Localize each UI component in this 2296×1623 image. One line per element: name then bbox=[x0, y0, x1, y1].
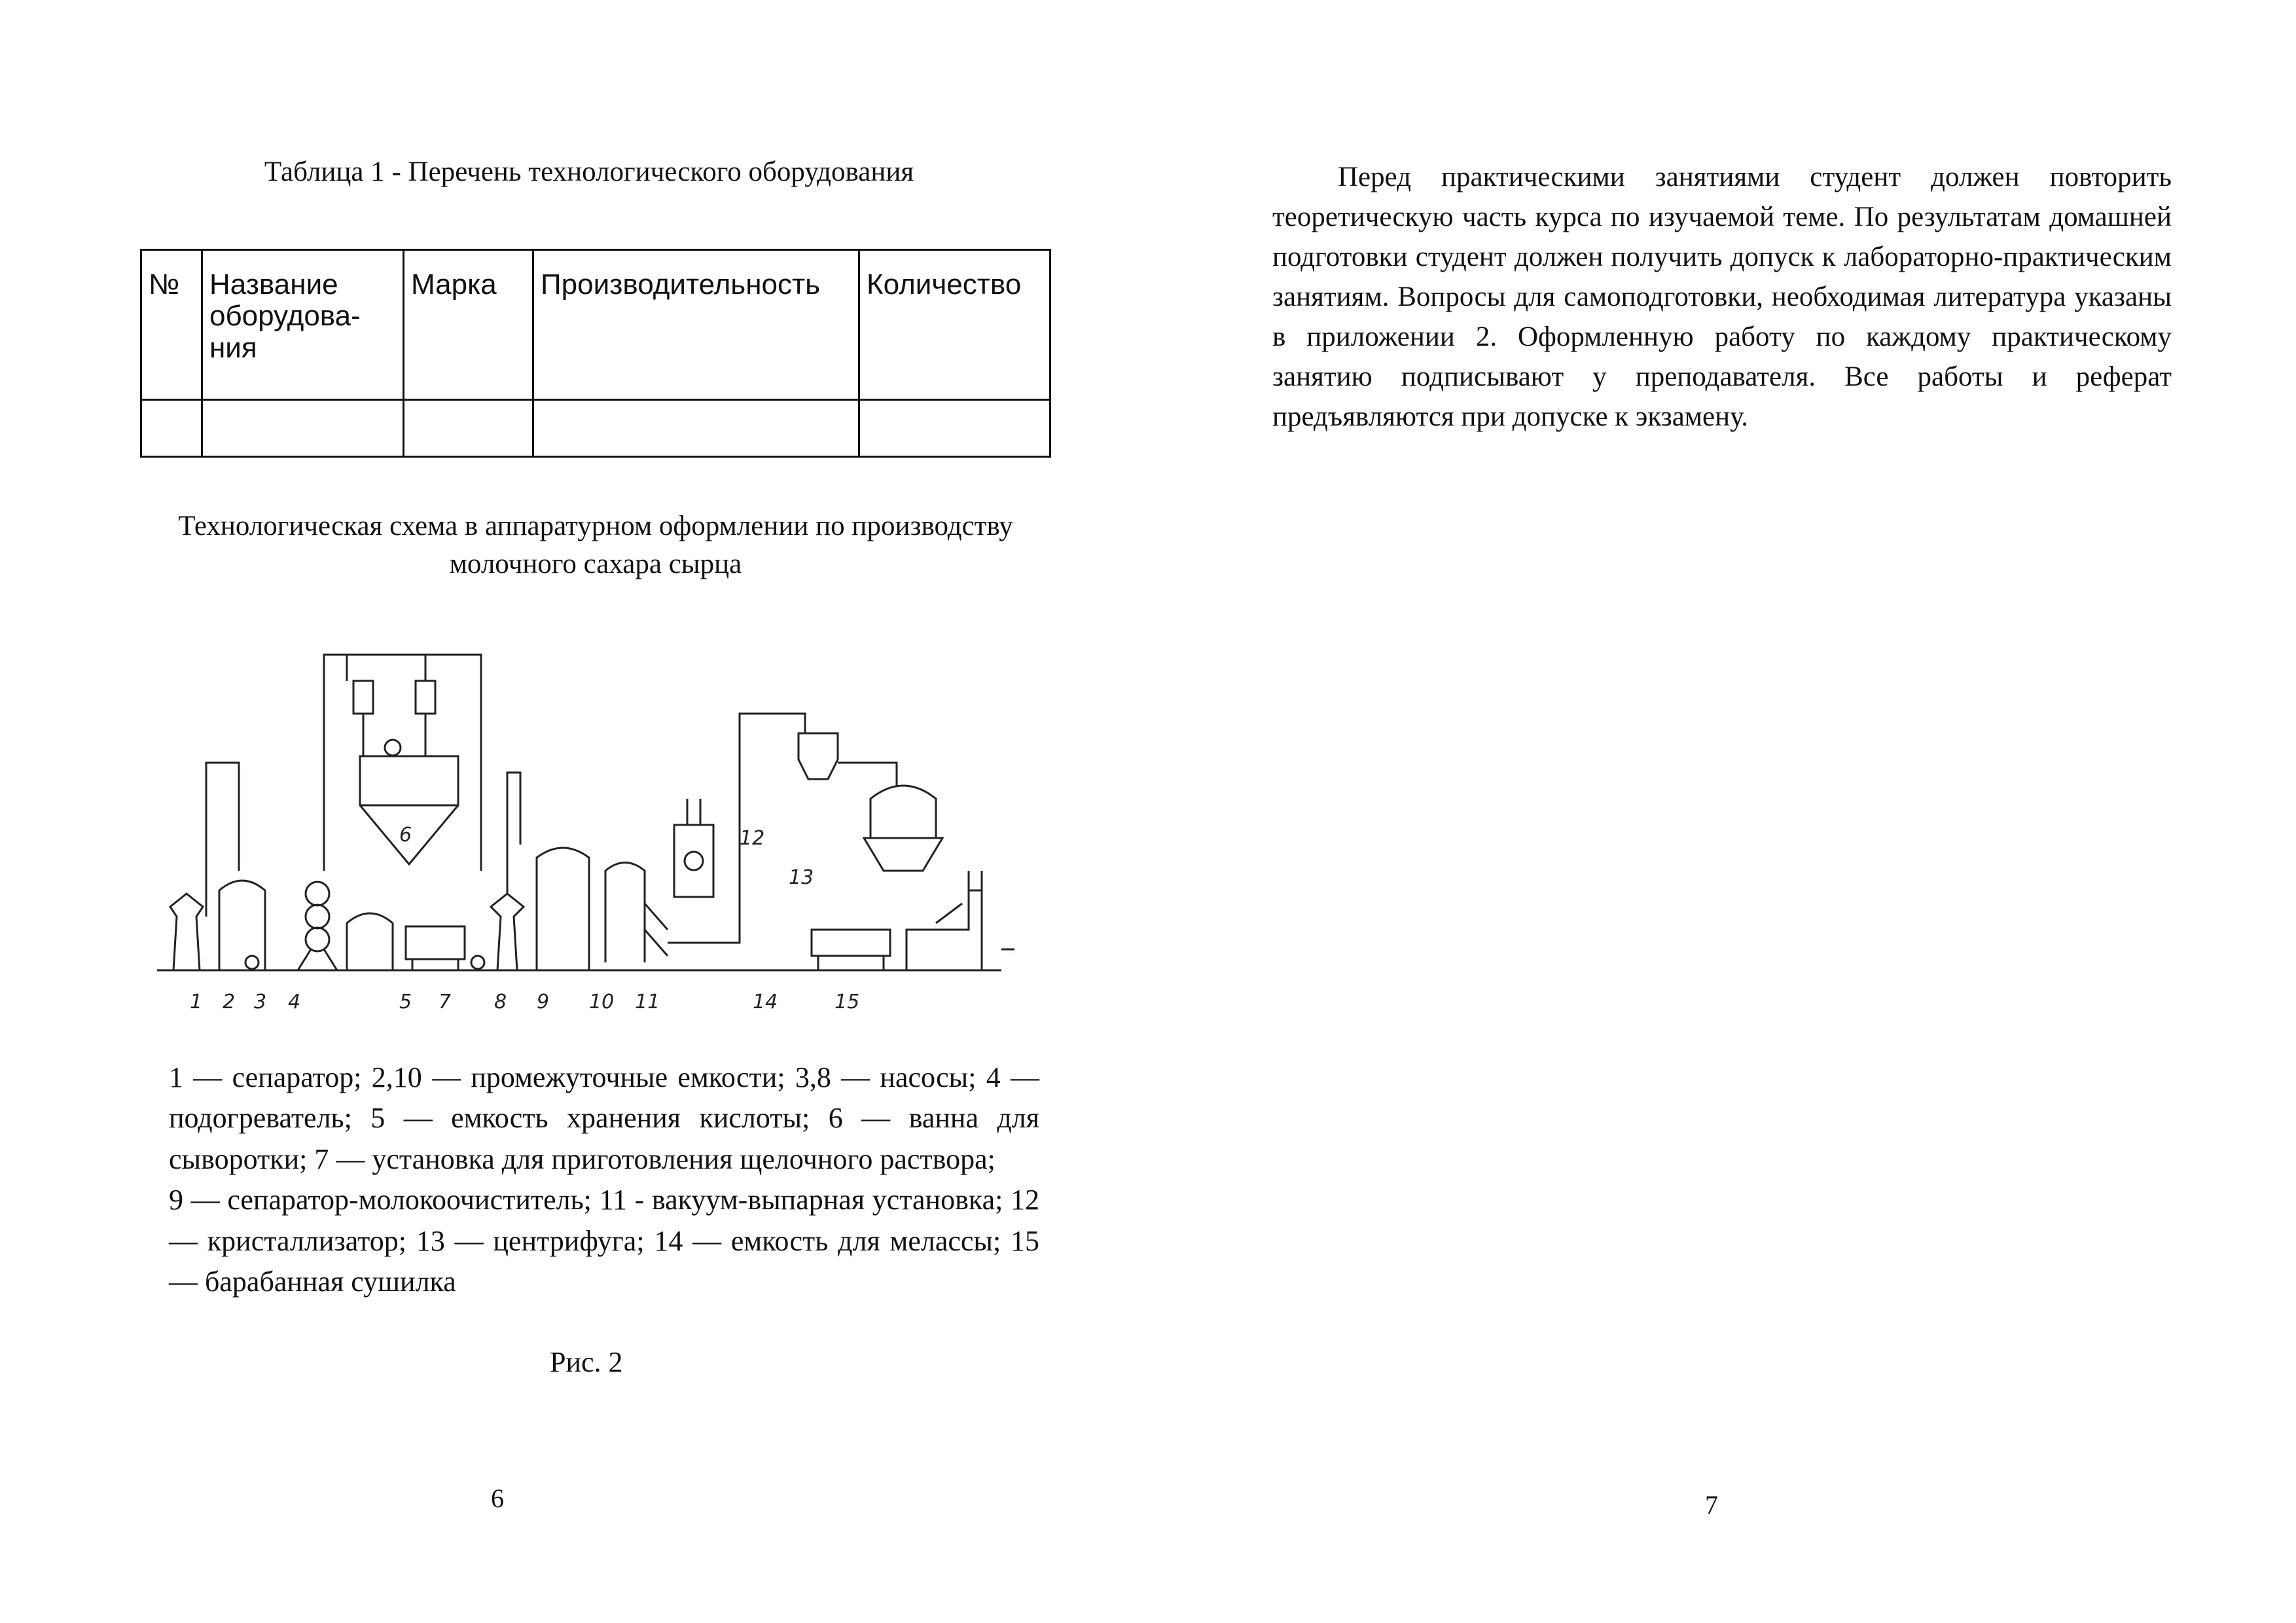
diagram-label: 15 bbox=[834, 991, 860, 1013]
pipe-col-1 bbox=[206, 763, 239, 917]
diagram-label: 9 bbox=[537, 991, 550, 1013]
right-paragraph: Перед практическими занятиями студент должен повторить теоретическую часть курса по изучаемой теме. По результатам домашней подготовки студент должен получить допуск к лабораторно-практическим занятиям. Вопросы для самоподготовки, необходимая литература указаны в приложении 2. Оформленную работу по каждому практическому занятию подписывают у преподавателя. Все работы и реферат предъявляются при допуске к экзамену. bbox=[1272, 162, 2172, 433]
pump-8 bbox=[471, 956, 484, 969]
whey-bath-6 bbox=[360, 756, 458, 805]
table-cell bbox=[859, 400, 1050, 457]
table-cell bbox=[533, 400, 859, 457]
diagram-label: 6 bbox=[399, 824, 412, 847]
diagram-label: 12 bbox=[740, 827, 765, 850]
diagram-label: 10 bbox=[589, 991, 615, 1013]
caption-part-2: 9 — сепаратор-молокоочиститель; 11 - вакуум-выпарная установка; 12— кристаллизатор; 13 — центрифуга; 14 — емкость для мелассы; 15 — барабанная сушилка bbox=[169, 1184, 1039, 1298]
diagram-label: 13 bbox=[789, 866, 814, 889]
figure-label: Рис. 2 bbox=[550, 1346, 623, 1378]
tank-2 bbox=[219, 881, 265, 970]
scheme-title: Технологическая схема в аппаратурном оформлении по производству молочного сахара сырца bbox=[178, 511, 1013, 580]
diagram-label: 3 bbox=[254, 991, 267, 1013]
process-diagram bbox=[151, 642, 1014, 1034]
diagram-label: 5 bbox=[399, 991, 412, 1013]
col-header-quantity: Количество bbox=[859, 250, 1050, 400]
centrifuge-13 bbox=[870, 786, 936, 838]
table-cell bbox=[141, 400, 202, 457]
col-header-brand: Марка bbox=[404, 250, 533, 400]
page-number-right: 7 bbox=[1705, 1490, 1718, 1520]
figure-caption bbox=[169, 1057, 1039, 1303]
col-header-capacity: Производительность bbox=[533, 250, 859, 400]
diagram-label: 1 bbox=[190, 991, 203, 1013]
acid-tank-5 bbox=[347, 913, 393, 970]
drum-dryer-15 bbox=[906, 890, 982, 970]
molasses-tank-14 bbox=[812, 930, 890, 956]
diagram-label: 8 bbox=[494, 991, 507, 1013]
table-row bbox=[141, 400, 1050, 457]
table-cell bbox=[404, 400, 533, 457]
alkali-unit-7 bbox=[406, 926, 465, 959]
tank-small-a bbox=[353, 681, 373, 714]
evaporator-body-11 bbox=[674, 825, 713, 897]
table-title: Таблица 1 - Перечень технологического оборудования bbox=[264, 156, 914, 187]
heater-4 bbox=[306, 882, 329, 905]
diagram-label: 11 bbox=[635, 991, 660, 1013]
table-header-row bbox=[141, 250, 1050, 400]
separator-1 bbox=[170, 894, 203, 970]
tank-10 bbox=[537, 848, 589, 970]
equipment-table bbox=[140, 249, 1051, 458]
diagram-label: 7 bbox=[439, 991, 452, 1013]
col-header-name: Название оборудова-ния bbox=[202, 250, 404, 400]
diagram-label: 14 bbox=[753, 991, 778, 1013]
diagram-label: 4 bbox=[288, 991, 301, 1013]
table-cell bbox=[202, 400, 404, 457]
pump-3 bbox=[245, 956, 259, 969]
tank-small-b bbox=[416, 681, 435, 714]
crystallizer-12 bbox=[798, 733, 838, 779]
page-number-left: 6 bbox=[491, 1484, 504, 1513]
evaporator-11 bbox=[605, 863, 645, 963]
caption-part-1: 1 — сепаратор; 2,10 — промежуточные емкости; 3,8 — насосы; 4 — подогреватель; 5 — емкость хранения кислоты; 6 — ванна для сыворотки; 7 — установка для приготовления щелочного раствора; bbox=[169, 1061, 1039, 1175]
pipe-drops bbox=[347, 655, 425, 681]
diagram-label: 2 bbox=[223, 991, 236, 1013]
separator-9 bbox=[491, 894, 524, 970]
col-header-number: № bbox=[141, 250, 202, 400]
